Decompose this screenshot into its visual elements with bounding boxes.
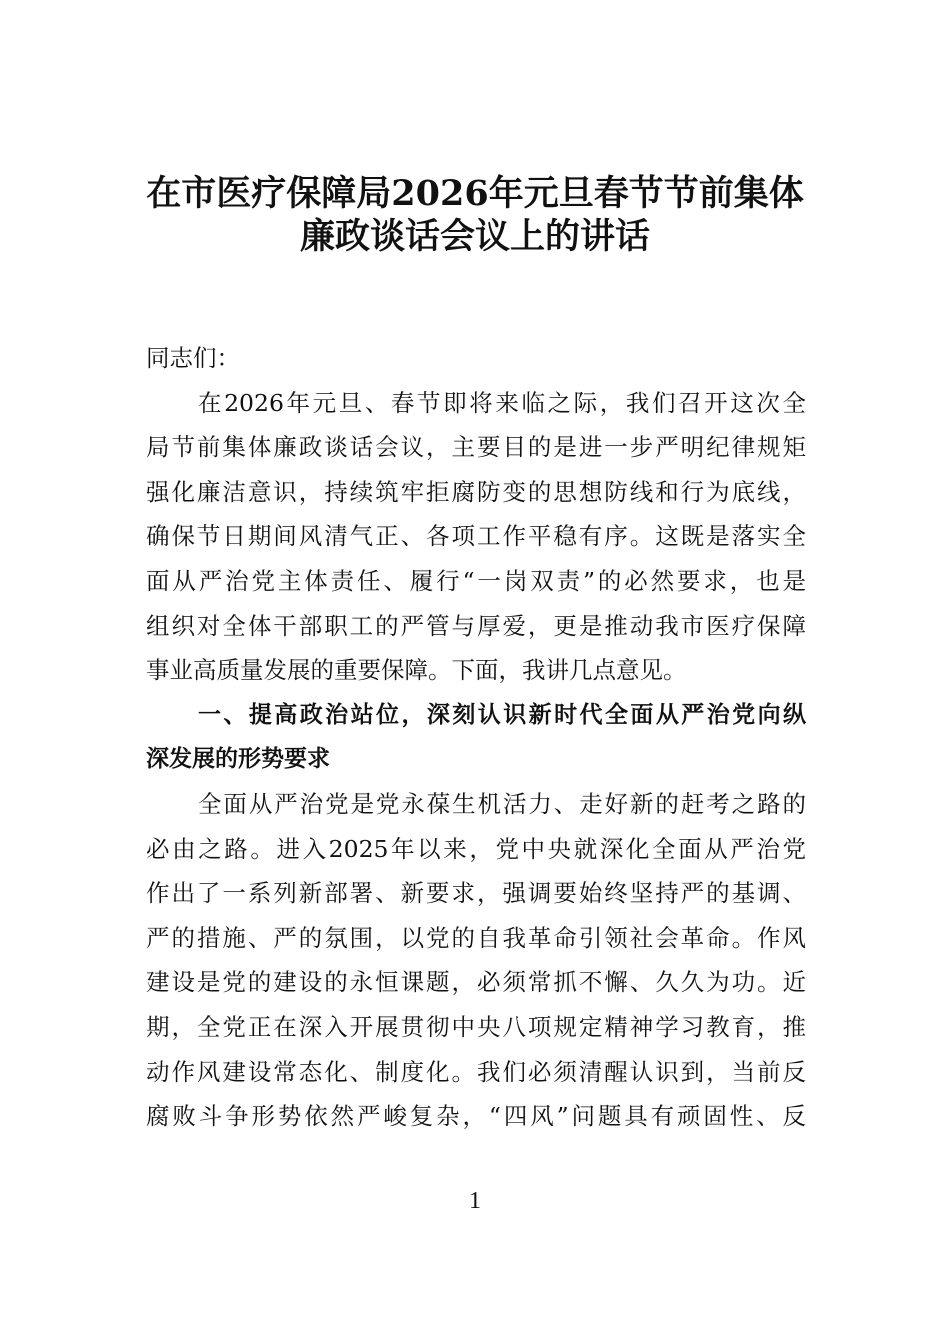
paragraph-line: 建设是党的建设的永恒课题，必须常抓不懈、久久为功。近: [146, 968, 806, 997]
paragraph-line: 在2026年元旦、春节即将来临之际，我们召开这次全: [198, 388, 806, 417]
paragraph-line: 局节前集体廉政谈话会议，主要目的是进一步严明纪律规矩: [146, 433, 806, 462]
paragraph-line: 作出了一系列新部署、新要求，强调要始终坚持严的基调、: [146, 879, 806, 908]
document-title-line-1: 在市医疗保障局2026年元旦春节节前集体: [146, 173, 804, 214]
section-heading-line: 深发展的形势要求: [146, 746, 330, 773]
section-heading-line: 一、提高政治站位，深刻认识新时代全面从严治党向纵: [198, 701, 806, 728]
paragraph-line: 全面从严治党是党永葆生机活力、走好新的赶考之路的: [198, 789, 806, 818]
paragraph-line: 事业高质量发展的重要保障。下面，我讲几点意见。: [146, 656, 687, 685]
paragraph-line: 期，全党正在深入开展贯彻中央八项规定精神学习教育，推: [146, 1012, 806, 1041]
paragraph-line: 动作风建设常态化、制度化。我们必须清醒认识到，当前反: [146, 1057, 806, 1086]
paragraph-line: 腐败斗争形势依然严峻复杂，“四风”问题具有顽固性、反: [146, 1102, 806, 1131]
salutation: 同志们：: [146, 344, 240, 372]
paragraph-line: 严的措施、严的氛围，以党的自我革命引领社会革命。作风: [146, 923, 806, 952]
paragraph-line: 面从严治党主体责任、履行“一岗双责”的必然要求，也是: [146, 566, 806, 595]
paragraph-line: 必由之路。进入2025年以来，党中央就深化全面从严治党: [146, 834, 806, 863]
page-number: 1: [469, 1188, 481, 1214]
paragraph-line: 组织对全体干部职工的严管与厚爱，更是推动我市医疗保障: [146, 611, 806, 640]
paragraph-line: 强化廉洁意识，持续筑牢拒腐防变的思想防线和行为底线，: [146, 477, 806, 506]
document-title-line-2: 廉政谈话会议上的讲话: [299, 216, 650, 257]
document-body: [146, 336, 806, 1139]
paragraph-line: 确保节日期间风清气正、各项工作平稳有序。这既是落实全: [146, 522, 806, 551]
